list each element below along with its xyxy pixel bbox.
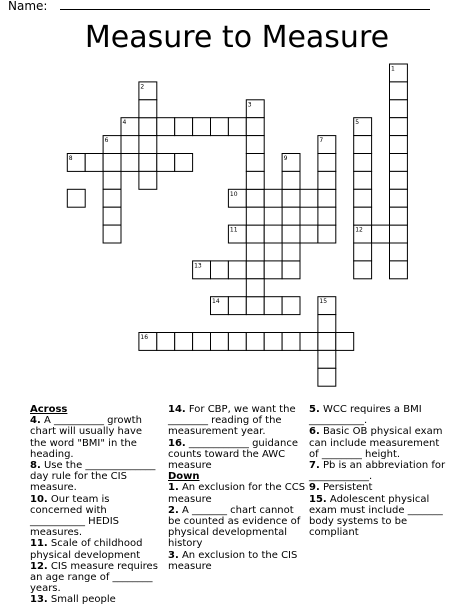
clue-item-number: 5. <box>309 404 320 415</box>
grid-cell[interactable] <box>318 207 336 225</box>
grid-cell[interactable] <box>318 315 336 333</box>
grid-cell[interactable] <box>354 189 372 207</box>
clue-item-number: 11. <box>30 538 48 550</box>
grid-cell[interactable] <box>175 154 193 172</box>
grid-cell[interactable] <box>354 154 372 172</box>
grid-cell[interactable] <box>157 118 175 136</box>
clue-item-text: Our team is concerned with ___________ HEDIS measures. <box>30 493 120 539</box>
grid-cell[interactable] <box>211 118 229 136</box>
page-title: Measure to Measure <box>84 20 390 55</box>
grid-cell[interactable] <box>264 189 282 207</box>
grid-cell[interactable] <box>246 333 264 351</box>
clue-item-number: 15. <box>309 493 327 505</box>
grid-cell[interactable] <box>390 154 408 172</box>
grid-cell[interactable] <box>157 154 175 172</box>
clue-item-text: Pb is an abbreviation for ____________. <box>309 460 446 483</box>
grid-cell[interactable] <box>282 225 300 243</box>
grid-cell[interactable] <box>228 297 246 315</box>
grid-cell[interactable] <box>390 243 408 261</box>
grid-cell[interactable] <box>103 207 121 225</box>
grid-cell[interactable] <box>85 154 103 172</box>
clue-item-number: 7. <box>309 460 320 472</box>
clue-number-12: 12 <box>355 226 363 234</box>
clue-item <box>30 538 160 560</box>
grid-cell[interactable] <box>246 154 264 172</box>
clue-item <box>30 494 160 539</box>
clue-column-3 <box>309 404 449 538</box>
clue-item-text: An exclusion to the CIS measure <box>168 549 298 572</box>
grid-cell[interactable] <box>228 261 246 279</box>
grid-cell[interactable] <box>67 189 85 207</box>
clue-item-text: WCC requires a BMI ___________. <box>309 404 422 427</box>
across-clue-list-continued <box>168 404 308 471</box>
grid-cell[interactable] <box>354 207 372 225</box>
grid-cell[interactable] <box>300 333 318 351</box>
clue-item-number: 9. <box>309 482 320 494</box>
grid-cell[interactable] <box>300 225 318 243</box>
clue-item <box>30 415 160 460</box>
clue-number-5: 5 <box>355 119 360 127</box>
grid-cell[interactable] <box>336 333 354 351</box>
grid-cell[interactable] <box>390 189 408 207</box>
grid-cell[interactable] <box>228 118 246 136</box>
grid-cell[interactable] <box>318 225 336 243</box>
grid-cell[interactable] <box>175 118 193 136</box>
clue-item-number: 3. <box>168 549 179 561</box>
clue-item-number: 16. <box>168 437 186 449</box>
grid-cell[interactable] <box>390 82 408 100</box>
clue-item-number: 13. <box>30 594 48 606</box>
clue-item-number: 4. <box>30 415 41 427</box>
clue-column-1 <box>30 404 160 606</box>
clue-item <box>168 482 308 504</box>
grid-cell[interactable] <box>354 171 372 189</box>
clue-item <box>168 505 308 550</box>
clue-item-text: Adolescent physical exam must include _______ body systems to be compliant <box>309 493 443 539</box>
clue-item-number: 8. <box>30 460 41 472</box>
grid-cell[interactable] <box>175 333 193 351</box>
clue-number-11: 11 <box>229 226 238 234</box>
grid-cell[interactable] <box>193 118 211 136</box>
grid-cell[interactable] <box>211 261 229 279</box>
grid-cell[interactable] <box>390 225 408 243</box>
clue-item-text: Small people <box>47 594 116 606</box>
clue-number-16: 16 <box>140 334 149 341</box>
grid-cell[interactable] <box>390 171 408 189</box>
grid-cell[interactable] <box>282 171 300 189</box>
grid-cell[interactable] <box>157 333 175 351</box>
clue-number-14: 14 <box>212 298 220 306</box>
clue-item <box>168 404 308 438</box>
grid-cell[interactable] <box>139 154 157 172</box>
grid-cell[interactable] <box>246 207 264 225</box>
clue-number-6: 6 <box>104 137 109 145</box>
clue-item <box>30 594 160 605</box>
clue-item <box>168 550 308 572</box>
down-clue-list-continued <box>309 404 449 538</box>
grid-cell[interactable] <box>318 171 336 189</box>
grid-cell[interactable] <box>246 136 264 154</box>
name-label: Name: <box>8 0 48 13</box>
clue-item-text: Use the ______________ day rule for the CIS measure. <box>30 460 156 494</box>
clue-item-text: Persistent <box>319 482 373 494</box>
clue-item-number: 12. <box>30 560 48 572</box>
grid-cell[interactable] <box>246 243 264 261</box>
clue-number-2: 2 <box>140 83 145 91</box>
grid-cell[interactable] <box>264 297 282 315</box>
grid-cell[interactable] <box>282 261 300 279</box>
grid-cell[interactable] <box>228 333 246 351</box>
clue-item-number: 1. <box>168 482 179 494</box>
grid-cell[interactable] <box>372 225 390 243</box>
grid-cell[interactable] <box>300 189 318 207</box>
clue-item <box>168 438 308 472</box>
down-clue-list <box>168 482 308 572</box>
clue-number-9: 9 <box>283 155 288 162</box>
grid-cell[interactable] <box>193 333 211 351</box>
grid-cell[interactable] <box>282 297 300 315</box>
across-header: Across <box>30 404 68 415</box>
grid-cell[interactable] <box>354 261 372 279</box>
grid-cell[interactable] <box>390 118 408 136</box>
clue-item <box>309 494 449 539</box>
grid-cell[interactable] <box>282 243 300 261</box>
grid-cell[interactable] <box>246 261 264 279</box>
clue-number-13: 13 <box>194 262 202 270</box>
grid-cell[interactable] <box>282 189 300 207</box>
clue-item-text: Basic OB physical exam can include measurement of ________ height. <box>309 426 443 460</box>
clue-item-text: CIS measure requires an age range of ________ years. <box>30 560 158 595</box>
clue-item-text: An exclusion for the CCS measure <box>168 482 306 505</box>
grid-cell[interactable] <box>282 207 300 225</box>
clue-column-2 <box>168 404 308 572</box>
grid-cell[interactable] <box>121 154 139 172</box>
grid-cell[interactable] <box>246 189 264 207</box>
grid-cell[interactable] <box>264 225 282 243</box>
grid-cell[interactable] <box>390 136 408 154</box>
grid-cell[interactable] <box>318 189 336 207</box>
across-clue-list <box>30 415 160 605</box>
clue-item <box>309 482 449 493</box>
grid-cell[interactable] <box>246 279 264 297</box>
clue-item <box>30 460 160 494</box>
grid-cell[interactable] <box>354 243 372 261</box>
clue-item <box>30 561 160 595</box>
grid-cell[interactable] <box>139 118 157 136</box>
grid-cell[interactable] <box>139 136 157 154</box>
clue-item-text: Scale of childhood physical development <box>30 538 143 561</box>
grid-cell[interactable] <box>318 333 336 351</box>
grid-cell[interactable] <box>246 297 264 315</box>
clue-item-number: 2. <box>168 504 179 516</box>
grid-cell[interactable] <box>390 100 408 118</box>
clue-item-number: 14. <box>168 404 186 415</box>
clue-item <box>309 404 449 426</box>
clue-item-text: A _______ chart cannot be counted as evidence of physical developmental history <box>168 504 301 550</box>
clue-number-1: 1 <box>391 65 395 73</box>
grid-cell[interactable] <box>318 368 336 386</box>
grid-cell[interactable] <box>354 136 372 154</box>
down-header: Down <box>168 471 200 483</box>
clue-number-7: 7 <box>319 137 324 145</box>
grid-cell[interactable] <box>103 154 121 172</box>
grid-cell[interactable] <box>390 207 408 225</box>
clue-number-8: 8 <box>68 155 73 162</box>
clue-number-10: 10 <box>229 190 238 198</box>
clue-item-text: For CBP, we want the ________ reading of the measurement year. <box>168 404 296 438</box>
grid-cell[interactable] <box>246 225 264 243</box>
clue-item-number: 6. <box>309 426 320 438</box>
clue-number-3: 3 <box>247 101 252 109</box>
grid-cell[interactable] <box>246 171 264 189</box>
clue-number-15: 15 <box>319 298 328 306</box>
grid-cell[interactable] <box>103 171 121 189</box>
clue-item <box>309 460 449 482</box>
grid-cell[interactable] <box>211 333 229 351</box>
clue-item-number: 10. <box>30 493 48 505</box>
grid-cell[interactable] <box>246 118 264 136</box>
grid-cell[interactable] <box>282 333 300 351</box>
clue-item <box>309 426 449 460</box>
grid-cell[interactable] <box>390 261 408 279</box>
grid-cell[interactable] <box>264 333 282 351</box>
grid-cell[interactable] <box>318 154 336 172</box>
grid-cell[interactable] <box>103 225 121 243</box>
clue-number-4: 4 <box>122 119 127 127</box>
grid-cell[interactable] <box>103 189 121 207</box>
grid-cell[interactable] <box>139 171 157 189</box>
grid-cell[interactable] <box>139 100 157 118</box>
grid-cell[interactable] <box>264 261 282 279</box>
clue-item-text: A __________ growth chart will usually have the word "BMI" in the heading. <box>30 415 143 460</box>
grid-cell[interactable] <box>318 350 336 368</box>
clue-item-text: ____________ guidance counts toward the AWC measure <box>168 437 299 472</box>
